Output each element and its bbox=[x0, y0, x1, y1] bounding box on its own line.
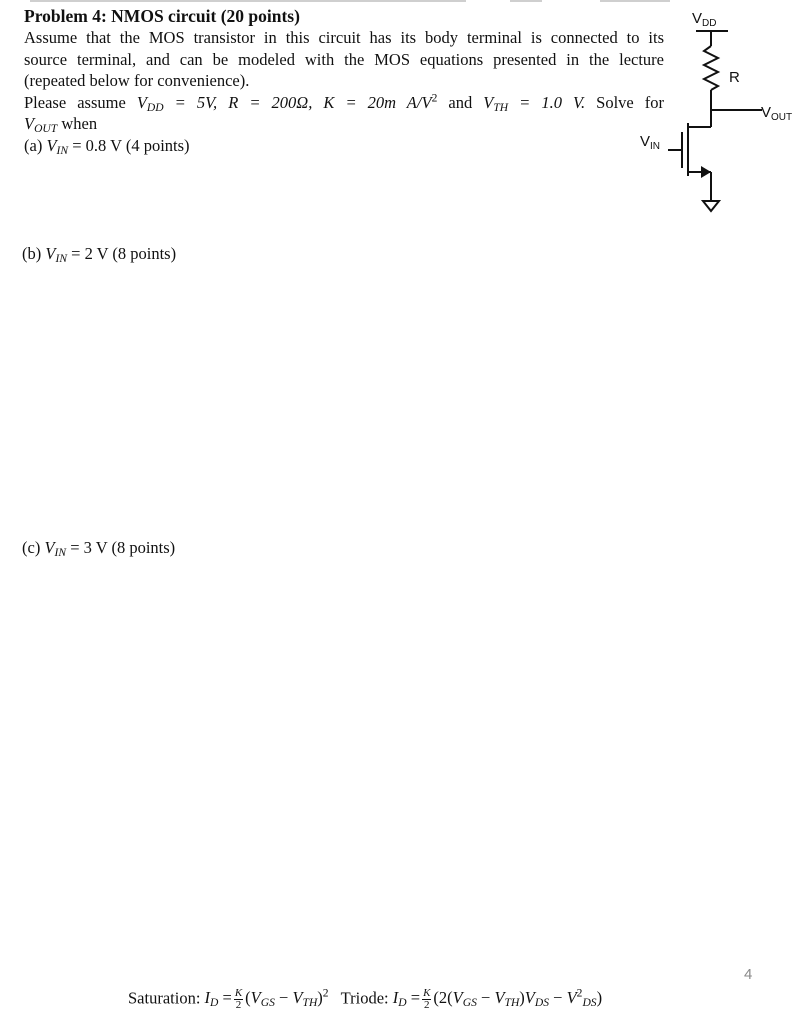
problem-line: Assume that the MOS transistor in this circuit has its body terminal is connected to its bbox=[24, 28, 664, 47]
source-arrow bbox=[701, 166, 711, 178]
triode-equation: $I_D$ = $\frac{K}{2}$ $(2(V_{GS} - V_{TH})V_{DS} - V^2_{DS})$ bbox=[392, 987, 603, 1011]
problem-line: source terminal, and can be modeled with the MOS equations presented in the lecture bbox=[24, 49, 664, 69]
part-a: (a) $V_{IN} = 0.8$ V (4 points) bbox=[24, 135, 190, 157]
page-number: 4 bbox=[744, 966, 753, 983]
part-c: (c) $V_{IN} = 3$ V (8 points) bbox=[22, 538, 176, 559]
saturation-label: Saturation: bbox=[128, 988, 201, 1008]
top-rule bbox=[510, 0, 542, 2]
k-over-2-fraction: $\frac{K}{2}$ bbox=[423, 987, 431, 1011]
saturation-equation: $I_D$ = $\frac{K}{2}$ $(V_{GS} - V_{TH})^2$ bbox=[204, 987, 329, 1011]
problem-statement bbox=[24, 5, 664, 156]
triode-label: Triode: bbox=[340, 988, 389, 1008]
problem-title: Problem 4: NMOS circuit (20 points) bbox=[24, 6, 300, 26]
vin-label: $V_{IN}$ bbox=[640, 133, 661, 152]
top-rule bbox=[30, 0, 466, 2]
problem-line: (repeated below for convenience). bbox=[24, 71, 250, 90]
part-b: (b) $V_{IN} = 2$ V (8 points) bbox=[22, 244, 177, 265]
ground-symbol bbox=[703, 201, 719, 211]
vout-label: $V_{OUT}$ bbox=[761, 104, 793, 123]
resistor-symbol bbox=[704, 46, 718, 90]
k-over-2-fraction: $\frac{K}{2}$ bbox=[234, 987, 243, 1011]
vdd-label: $V_{DD}$ bbox=[692, 10, 717, 29]
nmos-circuit-diagram bbox=[620, 0, 806, 230]
assumptions-line: Please assume $V_{DD} = 5V$, R = 200Ω, K = 20m $A/V^2$ and $V_{TH} = 1.0$ V. Solve for bbox=[24, 92, 665, 114]
vout-when-line: $V_{OUT}$ when bbox=[24, 114, 98, 135]
resistor-label: R bbox=[729, 69, 740, 86]
mos-equations bbox=[128, 988, 602, 1011]
